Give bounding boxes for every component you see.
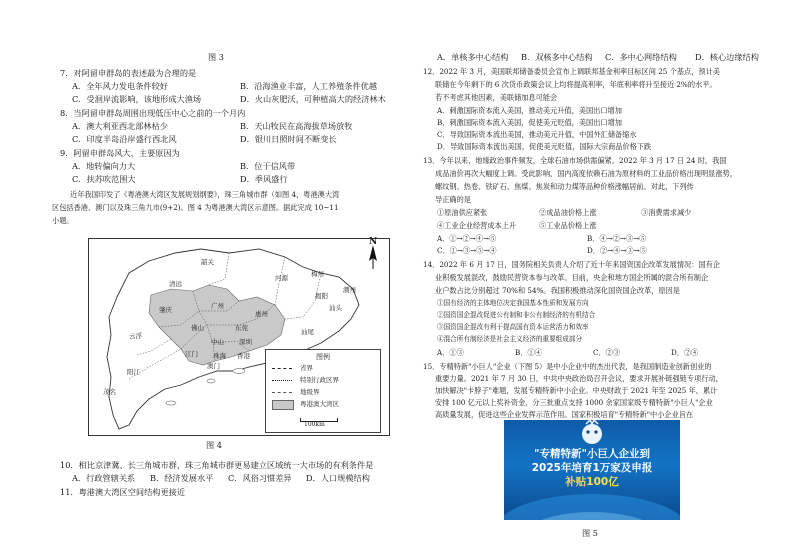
legend-swatch-city	[272, 392, 292, 393]
legend-title: 图例	[316, 353, 330, 361]
q12-line-1: 12．2022 年 3 月，美国联邦储备委员会宣布上调联邦基金利率目标区间 25 个基点，预计美	[423, 67, 720, 76]
bay-area-map	[88, 238, 390, 436]
q13-item-5: ⑤工业品价格上涨	[539, 221, 597, 230]
q7-option-a[interactable]: A．全年风力发电条件较好	[72, 81, 168, 91]
fig4-caption: 图 4	[206, 440, 222, 450]
q13-option-a[interactable]: A．①→②→④→⑤	[437, 234, 497, 243]
q7-option-d[interactable]: D．火山灰肥沃，可种植高大的经济林木	[240, 94, 386, 104]
q7-option-b[interactable]: B．沿海渔业丰富，人工养殖条件优越	[240, 81, 378, 91]
legend-label-province: 省界	[300, 364, 313, 372]
city-label-zhuhai: 珠海	[213, 352, 226, 360]
q14-line-1: 14．2022 年 6 月 17 日，国务院相关负责人介绍了近十年来国资国企改革发展情况：国有企	[423, 260, 720, 269]
q13-items-row1	[437, 207, 691, 218]
q15-line-4: 安排 100 亿元以上奖补资金，分三批重点支持 1000 余家国家级专精特新"小巨人"企业	[435, 398, 713, 407]
q9-options-row1	[72, 161, 295, 172]
city-label-zhaoqing: 肇庆	[159, 306, 172, 314]
q10-option-d[interactable]: D．人口规模结构	[306, 473, 370, 483]
q7-options-row1	[72, 81, 377, 92]
legend-label-sar: 特别行政区界	[300, 376, 339, 384]
city-label-shenzhen: 深圳	[239, 338, 252, 346]
legend-label-bay-area: 粤港澳大湾区	[300, 400, 339, 408]
q13-line-3: 螺纹钢、热卷、铁矿石、焦煤、焦炭和动力煤等品种价格涨幅居前。对此，下列传	[435, 182, 694, 191]
intro-line-2: 区包括香港、澳门以及珠三角九市(9+2)。图 4 为粤港澳大湾区示意图。据此完成 10~11	[52, 203, 339, 212]
q14-item-2: ②国资国企混改促进公有制和非公有制经济的有机结合	[437, 311, 596, 319]
q13-item-1: ①原油供应紧张	[437, 208, 488, 217]
city-label-hongkong: 香港	[237, 352, 250, 360]
city-label-maoming: 茂名	[103, 388, 116, 396]
q14-option-d[interactable]: D．②④	[671, 348, 699, 357]
q8-option-d[interactable]: D．银川日照时间不断变长	[240, 134, 337, 144]
island	[207, 379, 215, 383]
q10-stem: 10．相比京津冀、长三角城市群，珠三角城市群更易建立区域统一大市场的有利条件是	[60, 460, 374, 470]
mascot-icon	[582, 424, 602, 444]
poster-line-3: 补贴100亿	[565, 476, 619, 488]
poster-line-1: "专精特新"小巨人企业到	[534, 448, 650, 460]
q14-item-3: ③国资国企混改有利于提高国有资本运营活力和效率	[437, 323, 589, 331]
q10-option-a[interactable]: A．行政管辖关系	[72, 473, 136, 483]
q12-option-d[interactable]: D．导致国际资本流出美国，促使美元贬值，国际大宗商品价格下跌	[437, 142, 652, 151]
q8-options-row2	[72, 134, 337, 145]
q10-option-c[interactable]: C．风俗习惯差异	[228, 473, 292, 483]
q13-option-c[interactable]: C．①→③→⑤→④	[437, 246, 497, 255]
q13-option-b[interactable]: B．④→②→③→⑤	[587, 234, 647, 243]
legend-swatch-province	[272, 368, 292, 369]
q13-line-4: 导正确的是	[435, 195, 471, 204]
left-column	[52, 0, 412, 550]
intro-line-1: 近年我国印发了《粤港澳大湾区发展规划纲要》，珠三角城市群（如图 4，粤港澳大湾	[70, 190, 340, 199]
q10-option-b[interactable]: B．经济发展水平	[150, 473, 214, 483]
city-label-huizhou: 惠州	[255, 310, 268, 318]
city-label-dongguan: 东莞	[235, 324, 248, 332]
q11-option-b[interactable]: B．双核多中心结构	[521, 52, 593, 62]
q14-option-b[interactable]: B．①④	[515, 348, 542, 357]
city-label-yunfu: 云浮	[129, 332, 142, 340]
north-label: N	[369, 237, 378, 247]
q8-option-c[interactable]: C．印度半岛沿岸盛行西北风	[72, 134, 177, 144]
legend-swatch-sar	[272, 380, 292, 381]
q9-option-a[interactable]: A．地转偏向力大	[72, 161, 136, 171]
q7-stem: 7．对阿留申群岛的表述最为合理的是	[60, 68, 197, 78]
q12-option-a[interactable]: A．刺激国际资本流入美国，推动美元升值，美国出口增加	[437, 106, 622, 115]
legend-swatch-bay-area	[272, 400, 294, 410]
map-legend	[265, 349, 381, 433]
city-label-yangjiang: 阳江	[127, 368, 140, 376]
city-label-jieyang: 揭阳	[315, 292, 328, 300]
city-label-zhongshan: 中山	[211, 338, 224, 346]
q9-stem: 9．阿留申群岛风大，主要原因为	[60, 148, 180, 158]
island	[166, 401, 176, 405]
poster-line-2: 2025年培育1万家及申报	[531, 462, 653, 474]
city-label-shaoguan: 韶关	[201, 258, 214, 266]
q13-option-d[interactable]: D．②→④→③→⑤	[587, 246, 647, 255]
q12-option-c[interactable]: C．导致国际资本流出美国，推动美元升值，中国外汇储备缩水	[437, 130, 637, 139]
city-label-heyuan: 河源	[275, 274, 288, 282]
city-label-foshan: 佛山	[191, 324, 204, 332]
q9-option-c[interactable]: C．扶苏吹范围大	[72, 174, 136, 184]
q13-options-row1	[437, 233, 646, 244]
q9-option-d[interactable]: D．季风盛行	[240, 174, 288, 184]
q11-stem: 11．粤港澳大湾区空间结构更接近	[60, 487, 186, 497]
q9-options-row2	[72, 174, 288, 185]
city-label-macau: 澳门	[207, 362, 220, 370]
q14-option-c[interactable]: C．②③	[593, 348, 621, 357]
q11-option-d[interactable]: D．核心边缘结构	[695, 52, 759, 62]
island	[233, 369, 245, 374]
q13-item-4: ④工业企业经营成本上升	[437, 221, 517, 230]
q8-option-a[interactable]: A．澳大利亚西北部林枯少	[72, 121, 168, 131]
intro-line-3: 小题。	[52, 216, 74, 225]
q14-option-a[interactable]: A．①③	[437, 348, 464, 357]
fig3-caption: 图 3	[208, 52, 224, 62]
city-label-shanwei: 汕尾	[301, 328, 314, 336]
fig5-poster-image	[504, 420, 680, 520]
q11-option-a[interactable]: A．单核多中心结构	[437, 52, 509, 62]
q13-line-1: 13．今年以来，地缘政治事件频发，全球石油市场供需偏紧。2022 年 3 月 17 日 24 时，我国	[423, 156, 727, 165]
q10-options-row	[72, 473, 370, 484]
q15-line-2: 重要力量。2021 年 7 月 30 日，中共中央政治局召开会议，要求开展补链强链专项行动，	[435, 374, 723, 383]
q13-items-row2	[437, 220, 597, 231]
city-label-chaozhou: 潮州	[343, 286, 356, 294]
q11-options-row	[437, 52, 759, 63]
q15-line-3: 加快解决"卡脖子"难题，发展专精特新中小企业。中央财政于 2021 年至 2025 年，累计	[435, 386, 718, 395]
q7-options-row2	[72, 94, 386, 105]
q14-line-2: 业积极发展混改，鼓励民营资本参与改革。目前，央企和地方国企所属的混合所有制企	[435, 273, 709, 282]
q13-item-2: ②成品油价格上涨	[539, 208, 597, 217]
legend-label-city: 地级界	[300, 388, 320, 396]
q8-option-b[interactable]: B．天山牧民在高海拔草场放牧	[240, 121, 353, 131]
city-label-qingyuan: 清远	[169, 280, 182, 288]
q13-line-2: 成品油价再次大幅度上调。受此影响，国内高度依赖石油为原材料的工业品价格出现明显涨势，	[435, 169, 737, 178]
q12-option-b[interactable]: B．刺激国际资本流入美国，促使美元贬值，美国出口增加	[437, 118, 622, 127]
q14-line-3: 业户数占比分别超过 70%和 54%。我国积极推动深化国资国企改革，原因是	[435, 286, 680, 295]
scale-label: 100km	[304, 421, 325, 428]
q12-line-3: 若不考虑其他因素，美联储加息可能会	[435, 93, 558, 102]
q14-item-1: ①国有经济的主体地位决定我国基本性质和发展方向	[437, 299, 589, 307]
city-label-jiangmen: 江门	[185, 350, 198, 358]
q8-stem: 8．当阿留申群岛周围出现低压中心之前的一个月内	[60, 108, 246, 118]
q12-line-2: 联储在今年剩下的 6 次货币政策会议上均将提高利率，年底利率将升至接近 2%的水平。	[435, 80, 717, 89]
q15-line-5: 高质量发展，促进这些企业发挥示范作用。国家积极培育"专精特新"中小企业旨在	[435, 410, 694, 419]
q14-options-row	[437, 347, 698, 358]
q9-option-b[interactable]: B．位于信风带	[240, 161, 296, 171]
city-label-guangzhou: 广州	[211, 302, 224, 310]
q13-options-row2	[437, 245, 647, 256]
q11-option-c[interactable]: C．多中心网络结构	[605, 52, 677, 62]
q14-item-4: ④混合所有制经济是社会主义经济的重要组成部分	[437, 335, 583, 343]
q13-item-3: ③消费需求减少	[641, 208, 692, 217]
fig5-caption: 图 5	[582, 528, 598, 538]
q15-line-1: 15．专精特新"小巨人"企业（下图 5）是中小企业中的杰出代表，是我国制造业创新创业的	[423, 362, 712, 371]
q8-options-row1	[72, 121, 352, 132]
q7-option-c[interactable]: C．受洄岸流影响，该地形成大渔场	[72, 94, 202, 104]
city-label-shantou: 汕头	[329, 304, 342, 312]
city-label-meizhou: 梅州	[311, 270, 324, 278]
